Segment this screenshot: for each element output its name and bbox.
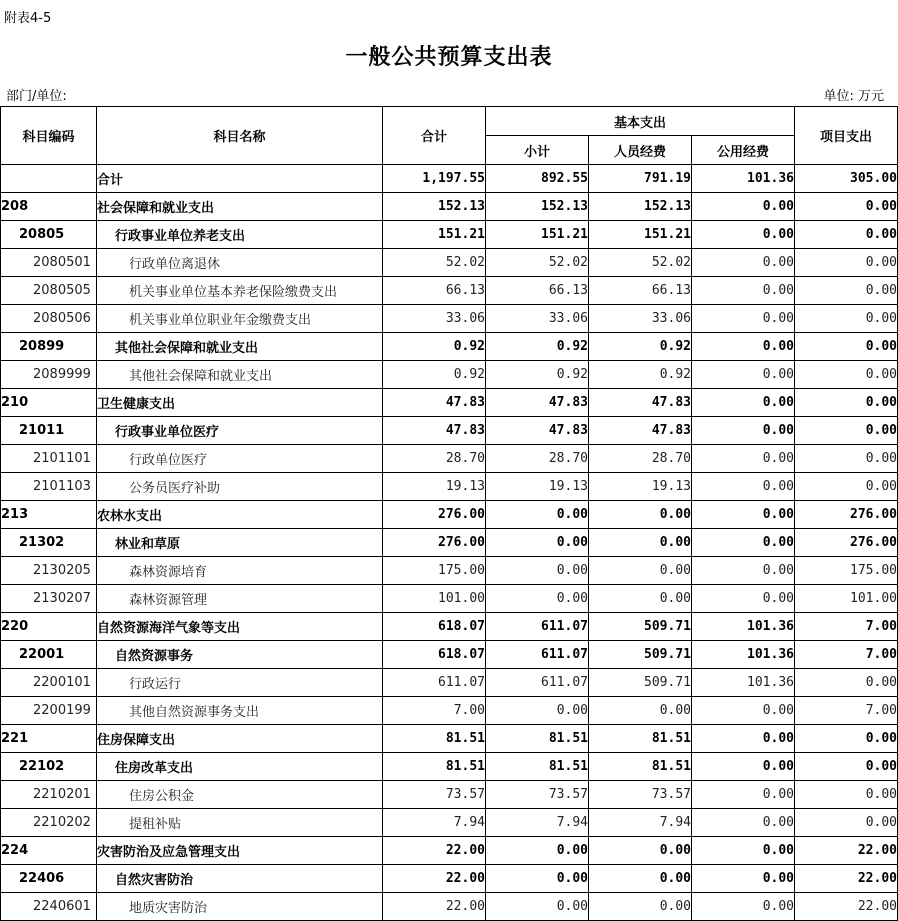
project-cell: 276.00 bbox=[795, 529, 898, 557]
subtotal-cell: 152.13 bbox=[486, 193, 589, 221]
total-cell: 19.13 bbox=[383, 473, 486, 501]
project-cell: 0.00 bbox=[795, 417, 898, 445]
table-row bbox=[1, 613, 898, 641]
subtotal-cell: 0.92 bbox=[486, 333, 589, 361]
public-cell: 0.00 bbox=[692, 529, 795, 557]
table-row bbox=[1, 669, 898, 697]
name-cell: 其他社会保障和就业支出 bbox=[97, 361, 383, 389]
public-cell: 0.00 bbox=[692, 781, 795, 809]
total-cell: 1,197.55 bbox=[383, 165, 486, 193]
subtotal-cell: 151.21 bbox=[486, 221, 589, 249]
total-cell: 22.00 bbox=[383, 865, 486, 893]
code-cell: 2200199 bbox=[1, 697, 97, 725]
personnel-cell: 152.13 bbox=[589, 193, 692, 221]
public-cell: 0.00 bbox=[692, 501, 795, 529]
public-cell: 0.00 bbox=[692, 389, 795, 417]
subtotal-cell: 81.51 bbox=[486, 753, 589, 781]
project-cell: 305.00 bbox=[795, 165, 898, 193]
name-cell: 自然资源海洋气象等支出 bbox=[97, 613, 383, 641]
table-row bbox=[1, 529, 898, 557]
table-row bbox=[1, 837, 898, 865]
project-cell: 0.00 bbox=[795, 445, 898, 473]
name-cell: 机关事业单位基本养老保险缴费支出 bbox=[97, 277, 383, 305]
table-row bbox=[1, 893, 898, 921]
header-row-1 bbox=[1, 107, 898, 136]
total-cell: 47.83 bbox=[383, 417, 486, 445]
personnel-cell: 47.83 bbox=[589, 389, 692, 417]
project-cell: 175.00 bbox=[795, 557, 898, 585]
table-row bbox=[1, 305, 898, 333]
code-cell bbox=[1, 165, 97, 193]
personnel-cell: 66.13 bbox=[589, 277, 692, 305]
personnel-cell: 33.06 bbox=[589, 305, 692, 333]
table-row bbox=[1, 277, 898, 305]
public-cell: 0.00 bbox=[692, 277, 795, 305]
page-title: 一般公共预算支出表 bbox=[345, 44, 553, 70]
code-cell: 2089999 bbox=[1, 361, 97, 389]
personnel-cell: 0.00 bbox=[589, 557, 692, 585]
public-cell: 0.00 bbox=[692, 193, 795, 221]
total-cell: 618.07 bbox=[383, 641, 486, 669]
name-cell: 森林资源管理 bbox=[97, 585, 383, 613]
header-personnel: 人员经费 bbox=[589, 136, 692, 165]
personnel-cell: 0.92 bbox=[589, 361, 692, 389]
table-row bbox=[1, 781, 898, 809]
project-cell: 7.00 bbox=[795, 697, 898, 725]
code-cell: 20805 bbox=[1, 221, 97, 249]
subtotal-cell: 73.57 bbox=[486, 781, 589, 809]
total-cell: 47.83 bbox=[383, 389, 486, 417]
table-row bbox=[1, 333, 898, 361]
total-cell: 151.21 bbox=[383, 221, 486, 249]
project-cell: 0.00 bbox=[795, 753, 898, 781]
project-cell: 22.00 bbox=[795, 837, 898, 865]
code-cell: 221 bbox=[1, 725, 97, 753]
total-cell: 28.70 bbox=[383, 445, 486, 473]
header-basic: 基本支出 bbox=[486, 107, 795, 136]
name-cell: 行政运行 bbox=[97, 669, 383, 697]
personnel-cell: 0.00 bbox=[589, 585, 692, 613]
name-cell: 住房保障支出 bbox=[97, 725, 383, 753]
name-cell: 提租补贴 bbox=[97, 809, 383, 837]
project-cell: 0.00 bbox=[795, 473, 898, 501]
header-code: 科目编码 bbox=[1, 107, 97, 165]
name-cell: 行政事业单位医疗 bbox=[97, 417, 383, 445]
total-cell: 101.00 bbox=[383, 585, 486, 613]
personnel-cell: 19.13 bbox=[589, 473, 692, 501]
code-cell: 210 bbox=[1, 389, 97, 417]
total-cell: 175.00 bbox=[383, 557, 486, 585]
project-cell: 7.00 bbox=[795, 641, 898, 669]
personnel-cell: 28.70 bbox=[589, 445, 692, 473]
table-row bbox=[1, 193, 898, 221]
personnel-cell: 81.51 bbox=[589, 725, 692, 753]
header-total: 合计 bbox=[383, 107, 486, 165]
subtotal-cell: 0.92 bbox=[486, 361, 589, 389]
total-cell: 81.51 bbox=[383, 725, 486, 753]
code-cell: 21302 bbox=[1, 529, 97, 557]
public-cell: 0.00 bbox=[692, 585, 795, 613]
table-body bbox=[1, 165, 898, 921]
code-cell: 2130207 bbox=[1, 585, 97, 613]
name-cell: 地质灾害防治 bbox=[97, 893, 383, 921]
code-cell: 2240601 bbox=[1, 893, 97, 921]
total-cell: 33.06 bbox=[383, 305, 486, 333]
project-cell: 22.00 bbox=[795, 865, 898, 893]
code-cell: 2200101 bbox=[1, 669, 97, 697]
personnel-cell: 509.71 bbox=[589, 669, 692, 697]
name-cell: 行政单位医疗 bbox=[97, 445, 383, 473]
total-cell: 618.07 bbox=[383, 613, 486, 641]
subtotal-cell: 81.51 bbox=[486, 725, 589, 753]
project-cell: 0.00 bbox=[795, 193, 898, 221]
project-cell: 0.00 bbox=[795, 725, 898, 753]
code-cell: 220 bbox=[1, 613, 97, 641]
name-cell: 机关事业单位职业年金缴费支出 bbox=[97, 305, 383, 333]
header-name: 科目名称 bbox=[97, 107, 383, 165]
code-cell: 20899 bbox=[1, 333, 97, 361]
table-row bbox=[1, 753, 898, 781]
project-cell: 0.00 bbox=[795, 305, 898, 333]
table-row bbox=[1, 697, 898, 725]
project-cell: 7.00 bbox=[795, 613, 898, 641]
public-cell: 0.00 bbox=[692, 445, 795, 473]
subtotal-cell: 0.00 bbox=[486, 865, 589, 893]
code-cell: 2210202 bbox=[1, 809, 97, 837]
name-cell: 住房公积金 bbox=[97, 781, 383, 809]
project-cell: 0.00 bbox=[795, 249, 898, 277]
name-cell: 林业和草原 bbox=[97, 529, 383, 557]
name-cell: 行政单位离退休 bbox=[97, 249, 383, 277]
unit-label: 单位: 万元 bbox=[823, 89, 884, 104]
total-cell: 66.13 bbox=[383, 277, 486, 305]
name-cell: 社会保障和就业支出 bbox=[97, 193, 383, 221]
annex-label: 附表4-5 bbox=[4, 11, 52, 26]
table-row bbox=[1, 473, 898, 501]
subtotal-cell: 0.00 bbox=[486, 585, 589, 613]
name-cell: 自然灾害防治 bbox=[97, 865, 383, 893]
total-cell: 52.02 bbox=[383, 249, 486, 277]
table-row bbox=[1, 361, 898, 389]
code-cell: 22102 bbox=[1, 753, 97, 781]
project-cell: 0.00 bbox=[795, 221, 898, 249]
code-cell: 2101103 bbox=[1, 473, 97, 501]
name-cell: 灾害防治及应急管理支出 bbox=[97, 837, 383, 865]
table-row bbox=[1, 417, 898, 445]
table-row bbox=[1, 249, 898, 277]
table-row bbox=[1, 809, 898, 837]
public-cell: 0.00 bbox=[692, 417, 795, 445]
total-cell: 22.00 bbox=[383, 893, 486, 921]
name-cell: 自然资源事务 bbox=[97, 641, 383, 669]
subtotal-cell: 47.83 bbox=[486, 389, 589, 417]
public-cell: 0.00 bbox=[692, 305, 795, 333]
public-cell: 0.00 bbox=[692, 725, 795, 753]
code-cell: 208 bbox=[1, 193, 97, 221]
project-cell: 101.00 bbox=[795, 585, 898, 613]
table-row bbox=[1, 865, 898, 893]
public-cell: 0.00 bbox=[692, 893, 795, 921]
project-cell: 0.00 bbox=[795, 809, 898, 837]
total-cell: 22.00 bbox=[383, 837, 486, 865]
total-cell: 276.00 bbox=[383, 501, 486, 529]
total-cell: 81.51 bbox=[383, 753, 486, 781]
code-cell: 22001 bbox=[1, 641, 97, 669]
subtotal-cell: 0.00 bbox=[486, 893, 589, 921]
public-cell: 0.00 bbox=[692, 809, 795, 837]
public-cell: 0.00 bbox=[692, 837, 795, 865]
code-cell: 2080506 bbox=[1, 305, 97, 333]
subtotal-cell: 7.94 bbox=[486, 809, 589, 837]
project-cell: 276.00 bbox=[795, 501, 898, 529]
header-public: 公用经费 bbox=[692, 136, 795, 165]
subtotal-cell: 66.13 bbox=[486, 277, 589, 305]
code-cell: 2210201 bbox=[1, 781, 97, 809]
public-cell: 0.00 bbox=[692, 361, 795, 389]
budget-table bbox=[0, 106, 898, 921]
public-cell: 101.36 bbox=[692, 641, 795, 669]
code-cell: 2080505 bbox=[1, 277, 97, 305]
personnel-cell: 7.94 bbox=[589, 809, 692, 837]
subtotal-cell: 0.00 bbox=[486, 837, 589, 865]
total-cell: 73.57 bbox=[383, 781, 486, 809]
name-cell: 卫生健康支出 bbox=[97, 389, 383, 417]
public-cell: 0.00 bbox=[692, 221, 795, 249]
code-cell: 224 bbox=[1, 837, 97, 865]
personnel-cell: 509.71 bbox=[589, 613, 692, 641]
table-row bbox=[1, 221, 898, 249]
name-cell: 合计 bbox=[97, 165, 383, 193]
total-cell: 611.07 bbox=[383, 669, 486, 697]
personnel-cell: 0.00 bbox=[589, 697, 692, 725]
public-cell: 0.00 bbox=[692, 753, 795, 781]
total-cell: 0.92 bbox=[383, 361, 486, 389]
table-row bbox=[1, 165, 898, 193]
project-cell: 0.00 bbox=[795, 669, 898, 697]
table-row bbox=[1, 445, 898, 473]
personnel-cell: 0.00 bbox=[589, 501, 692, 529]
project-cell: 0.00 bbox=[795, 361, 898, 389]
personnel-cell: 0.92 bbox=[589, 333, 692, 361]
total-cell: 0.92 bbox=[383, 333, 486, 361]
public-cell: 101.36 bbox=[692, 613, 795, 641]
public-cell: 0.00 bbox=[692, 557, 795, 585]
project-cell: 22.00 bbox=[795, 893, 898, 921]
name-cell: 其他自然资源事务支出 bbox=[97, 697, 383, 725]
table-row bbox=[1, 557, 898, 585]
code-cell: 22406 bbox=[1, 865, 97, 893]
subtotal-cell: 19.13 bbox=[486, 473, 589, 501]
public-cell: 0.00 bbox=[692, 865, 795, 893]
public-cell: 0.00 bbox=[692, 333, 795, 361]
subtotal-cell: 611.07 bbox=[486, 669, 589, 697]
personnel-cell: 0.00 bbox=[589, 529, 692, 557]
personnel-cell: 52.02 bbox=[589, 249, 692, 277]
personnel-cell: 47.83 bbox=[589, 417, 692, 445]
code-cell: 2080501 bbox=[1, 249, 97, 277]
public-cell: 0.00 bbox=[692, 697, 795, 725]
table-row bbox=[1, 725, 898, 753]
public-cell: 101.36 bbox=[692, 165, 795, 193]
name-cell: 其他社会保障和就业支出 bbox=[97, 333, 383, 361]
total-cell: 152.13 bbox=[383, 193, 486, 221]
project-cell: 0.00 bbox=[795, 277, 898, 305]
project-cell: 0.00 bbox=[795, 781, 898, 809]
personnel-cell: 509.71 bbox=[589, 641, 692, 669]
department-label: 部门/单位: bbox=[6, 89, 67, 104]
personnel-cell: 151.21 bbox=[589, 221, 692, 249]
subtotal-cell: 28.70 bbox=[486, 445, 589, 473]
personnel-cell: 0.00 bbox=[589, 893, 692, 921]
table-row bbox=[1, 585, 898, 613]
name-cell: 森林资源培育 bbox=[97, 557, 383, 585]
public-cell: 0.00 bbox=[692, 249, 795, 277]
subtotal-cell: 892.55 bbox=[486, 165, 589, 193]
public-cell: 101.36 bbox=[692, 669, 795, 697]
personnel-cell: 0.00 bbox=[589, 865, 692, 893]
header-project: 项目支出 bbox=[795, 107, 898, 165]
personnel-cell: 73.57 bbox=[589, 781, 692, 809]
code-cell: 2130205 bbox=[1, 557, 97, 585]
subtotal-cell: 0.00 bbox=[486, 557, 589, 585]
personnel-cell: 81.51 bbox=[589, 753, 692, 781]
total-cell: 7.94 bbox=[383, 809, 486, 837]
table-row bbox=[1, 389, 898, 417]
project-cell: 0.00 bbox=[795, 389, 898, 417]
subtotal-cell: 52.02 bbox=[486, 249, 589, 277]
subtotal-cell: 0.00 bbox=[486, 501, 589, 529]
code-cell: 21011 bbox=[1, 417, 97, 445]
name-cell: 行政事业单位养老支出 bbox=[97, 221, 383, 249]
name-cell: 公务员医疗补助 bbox=[97, 473, 383, 501]
public-cell: 0.00 bbox=[692, 473, 795, 501]
code-cell: 2101101 bbox=[1, 445, 97, 473]
personnel-cell: 0.00 bbox=[589, 837, 692, 865]
subtotal-cell: 0.00 bbox=[486, 529, 589, 557]
name-cell: 农林水支出 bbox=[97, 501, 383, 529]
table-row bbox=[1, 501, 898, 529]
total-cell: 7.00 bbox=[383, 697, 486, 725]
subtotal-cell: 33.06 bbox=[486, 305, 589, 333]
subtotal-cell: 0.00 bbox=[486, 697, 589, 725]
subtotal-cell: 611.07 bbox=[486, 641, 589, 669]
table-row bbox=[1, 641, 898, 669]
subtotal-cell: 611.07 bbox=[486, 613, 589, 641]
total-cell: 276.00 bbox=[383, 529, 486, 557]
project-cell: 0.00 bbox=[795, 333, 898, 361]
personnel-cell: 791.19 bbox=[589, 165, 692, 193]
subtotal-cell: 47.83 bbox=[486, 417, 589, 445]
header-subtotal: 小计 bbox=[486, 136, 589, 165]
code-cell: 213 bbox=[1, 501, 97, 529]
name-cell: 住房改革支出 bbox=[97, 753, 383, 781]
